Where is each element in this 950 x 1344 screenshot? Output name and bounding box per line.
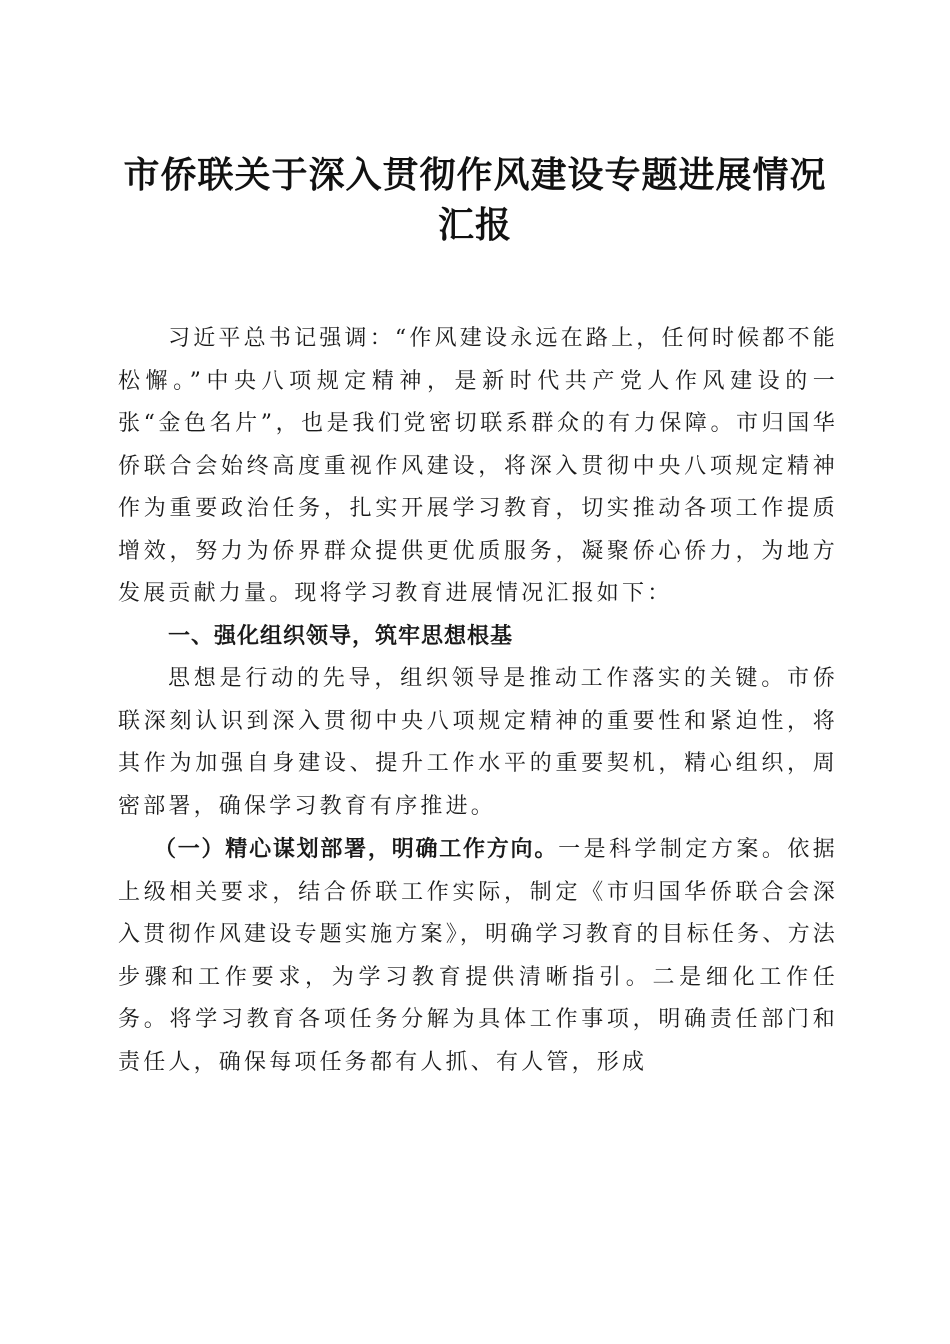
section-1-paragraph: 思想是行动的先导，组织领导是推动工作落实的关键。市侨联深刻认识到深入贯彻中央八项规定精神的重要性和紧迫性，将其作为加强自身建设、提升工作水平的重要契机，精心组织，周密部署，确保学习教育有序推进。 xyxy=(118,666,838,819)
subsection-1-body: 一是科学制定方案。依据上级相关要求，结合侨联工作实际，制定《市归国华侨联合会深入贯彻作风建设专题实施方案》，明确学习教育的目标任务、方法步骤和工作要求，为学习教育提供清晰指引。二是细化工作任务。将学习教育各项任务分解为具体工作事项，明确责任部门和责任人，确保每项任务都有人抓、有人管，形成 xyxy=(118,837,838,1075)
intro-paragraph: 习近平总书记强调：“作风建设永远在路上，任何时候都不能松懈。”中央八项规定精神，是新时代共产党人作风建设的一张“金色名片”，也是我们党密切联系群众的有力保障。市归国华侨联合会始终高度重视作风建设，将深入贯彻中央八项规定精神作为重要政治任务，扎实开展学习教育，切实推动各项工作提质增效，努力为侨界群众提供更优质服务，凝聚侨心侨力，为地方发展贡献力量。现将学习教育进展情况汇报如下： xyxy=(118,326,838,606)
subsection-1-heading: （一）精心谋划部署，明确工作方向。 xyxy=(154,836,559,862)
section-1-heading: 一、强化组织领导，筑牢思想根基 xyxy=(168,623,514,649)
subsection-1-paragraph xyxy=(118,828,838,1084)
document-title: 市侨联关于深入贯彻作风建设专题进展情况汇报 xyxy=(123,154,827,246)
document-body xyxy=(118,318,838,1084)
